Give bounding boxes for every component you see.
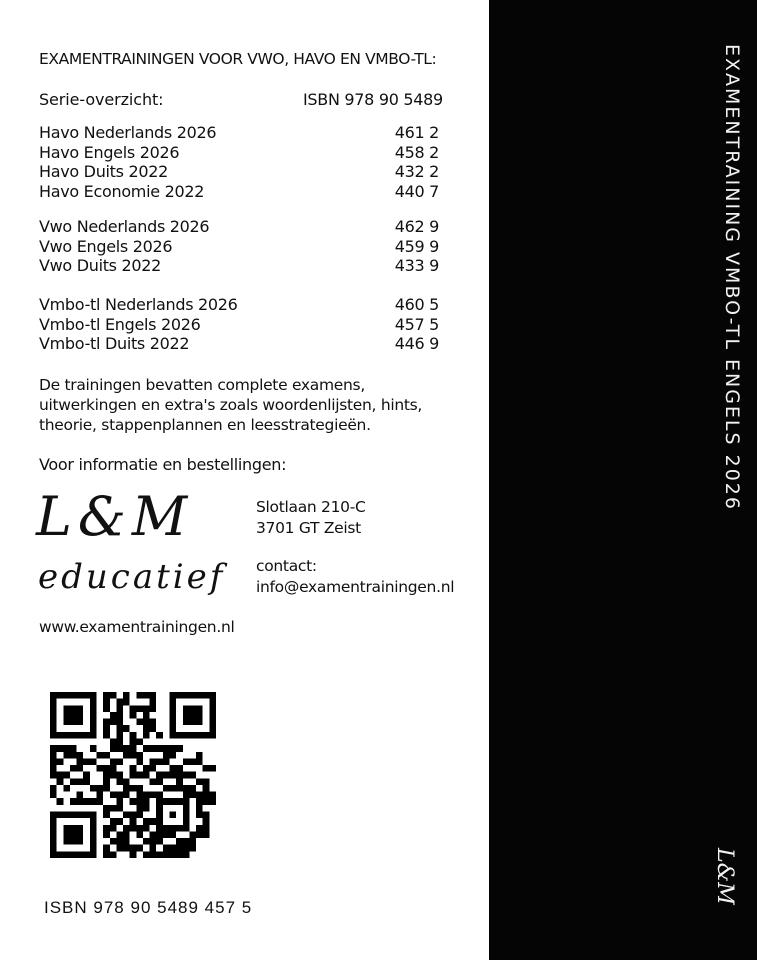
item-title: Vwo Engels 2026 [39,236,173,256]
list-item [39,237,439,257]
item-title: Havo Engels 2026 [39,142,180,162]
series-isbn-prefix: ISBN 978 90 5489 [303,90,443,109]
spine-title: EXAMENTRAINING VMBO-TL ENGELS 2026 [721,44,743,511]
list-item [39,123,439,143]
vmbo-list [39,295,439,354]
item-title: Vmbo-tl Nederlands 2026 [39,295,238,314]
list-item [39,182,439,202]
item-title: Havo Economie 2022 [39,182,205,202]
list-item [39,334,439,354]
address-line: Slotlaan 210-C [256,498,366,516]
item-title: Havo Duits 2022 [39,162,169,182]
info-label: Voor informatie en bestellingen: [39,455,287,474]
item-code: 459 9 [394,236,439,256]
website-link[interactable]: www.examentrainingen.nl [39,618,235,636]
address [256,497,366,539]
series-overview-label: Serie-overzicht: [39,90,164,109]
item-code: 432 2 [394,162,439,182]
list-item [39,143,439,163]
item-code: 460 5 [394,295,439,314]
item-title: Vmbo-tl Engels 2026 [39,314,201,334]
description-line: De trainingen bevatten complete examens, [39,376,365,394]
item-code: 457 5 [394,314,439,334]
list-item [39,295,439,315]
qr-code-icon [50,692,216,858]
havo-list [39,123,439,202]
list-item [39,315,439,335]
contact-label: contact: [256,557,317,575]
item-title: Havo Nederlands 2026 [39,123,217,142]
item-code: 446 9 [394,334,439,354]
spine-publisher-logo: L&M [712,848,737,905]
vwo-list [39,217,439,276]
item-title: Vmbo-tl Duits 2022 [39,334,190,354]
publisher-logo-main: L&M [36,485,194,548]
item-title: Vwo Nederlands 2026 [39,217,210,236]
address-line: 3701 GT Zeist [256,519,361,537]
item-code: 461 2 [394,123,439,142]
publisher-logo-sub: educatief [38,557,226,597]
isbn-number: ISBN 978 90 5489 457 5 [44,898,253,917]
description-line: uitwerkingen en extra's zoals woordenlijsten, hints, [39,396,423,414]
item-code: 433 9 [394,256,439,276]
item-code: 440 7 [394,182,439,202]
series-heading: EXAMENTRAININGEN VOOR VWO, HAVO EN VMBO-TL: [39,50,437,68]
contact [256,556,454,598]
list-item [39,256,439,276]
item-code: 462 9 [394,217,439,236]
list-item [39,162,439,182]
description [39,375,422,435]
description-line: theorie, stappenplannen en leesstrategieën. [39,416,371,434]
list-item [39,217,439,237]
item-code: 458 2 [394,142,439,162]
contact-email[interactable]: info@examentrainingen.nl [256,578,455,596]
item-title: Vwo Duits 2022 [39,256,162,276]
